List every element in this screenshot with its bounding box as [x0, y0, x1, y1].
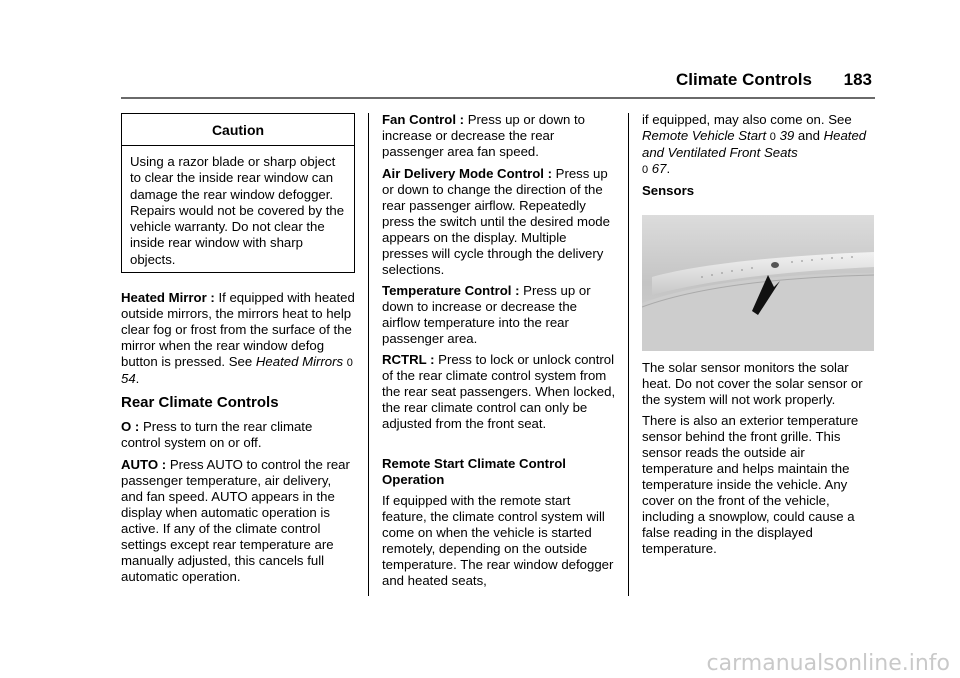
auto-text: Press AUTO to control the rear passenger temperature, air delivery, and fan speed. AUTO appears in the display when automatic operation is active. If any of the climate control settings except rear temperature are manually adjusted, this cancels full automatic operation.: [121, 457, 350, 584]
remote-vehicle-start-link[interactable]: Remote Vehicle Start: [642, 128, 767, 143]
temperature-text: Press up or down to increase or decrease the airflow temperature into the rear passenger area.: [382, 283, 591, 346]
power-label: :: [131, 419, 140, 434]
caution-text: Using a razor blade or sharp object to clear the inside rear window can damage the rear window defogger. Repairs would not be covered by the vehicle warranty. Do not clear the inside rear window with sharp objects.: [130, 154, 345, 267]
page-header: [0, 70, 960, 96]
watermark: carmanualsonline.info: [706, 651, 950, 676]
heated-seats-page[interactable]: 67: [651, 161, 667, 176]
heated-mirror-text: If equipped with heated outside mirrors, the mirrors heat to help clear fog or frost from the surface of the mirror when the rear window defog button is pressed. See: [121, 290, 355, 369]
remote-start-text-a: [382, 493, 616, 589]
power-icon: O: [121, 419, 132, 434]
solar-sensor-image: [642, 215, 874, 351]
sentence-end: .: [135, 371, 140, 386]
power-paragraph: [121, 419, 355, 451]
rctrl-text: Press to lock or unlock control of the rear climate control system from the rear seat passengers. When locked, the rear climate control can only be adjusted from the front seat.: [382, 352, 616, 431]
sensors-paragraph-1: The solar sensor monitors the solar heat. Do not cover the solar sensor or the system will not work properly.: [642, 360, 863, 407]
power-text: Press to turn the rear climate control system on or off.: [121, 419, 313, 450]
auto-label: AUTO :: [121, 457, 167, 472]
column-divider: [368, 113, 369, 596]
solar-sensor-illustration: [642, 215, 874, 351]
caution-box: [121, 113, 355, 273]
remote-start-col3: if equipped, may also come on. See: [642, 112, 852, 127]
air-delivery-label: Air Delivery Mode Control :: [382, 166, 552, 181]
sensors-paragraph-2: There is also an exterior temperature sensor behind the front grille. This sensor reads the outside air temperature and helps maintain the temperature inside the vehicle. Any cover on the front of the vehicle, including a snowplow, could cause a false reading in the displayed temperature.: [642, 413, 859, 556]
rctrl-label: RCTRL :: [382, 352, 435, 367]
and-text: and: [794, 128, 824, 143]
auto-paragraph: [121, 457, 355, 585]
air-delivery-paragraph: [382, 166, 616, 278]
solar-sensor-dot: [771, 262, 779, 268]
fan-text: Press up or down to increase or decrease the rear passenger area fan speed.: [382, 112, 585, 159]
heated-mirrors-link[interactable]: Heated Mirrors: [255, 354, 344, 369]
heated-mirror-paragraph: [121, 290, 355, 387]
remote-start-heading: Remote Start Climate Control Operation: [382, 456, 566, 487]
rctrl-paragraph: [382, 352, 616, 432]
remote-start-col2: If equipped with the remote start feature, the climate control system will come on when the vehicle is started remotely, depending on the outside temperature. The rear window defogger and heated seats,: [382, 493, 614, 588]
remote-start-continued: [642, 112, 876, 178]
section-title: Climate Controls: [675, 70, 812, 89]
heated-mirrors-page[interactable]: 54: [121, 371, 136, 386]
page-ref-icon: 0: [346, 357, 353, 369]
temperature-paragraph: [382, 283, 616, 347]
remote-vehicle-start-page[interactable]: 39: [779, 128, 795, 143]
fan-paragraph: [382, 112, 616, 160]
column-divider-2: [628, 113, 629, 596]
page-ref-icon: 0: [642, 164, 649, 176]
heated-mirror-label: Heated Mirror :: [121, 290, 215, 305]
temperature-label: Temperature Control :: [382, 283, 520, 298]
fan-label: Fan Control :: [382, 112, 465, 127]
page-number: 183: [843, 70, 872, 89]
rear-climate-heading: Rear Climate Controls: [121, 394, 279, 411]
header-rule: [121, 97, 875, 99]
page-ref-icon: 0: [769, 131, 776, 143]
heated-seats-link[interactable]: Heated and Ventilated Front Seats: [642, 128, 867, 160]
sensors-heading: Sensors: [642, 183, 695, 198]
sentence-end: .: [666, 161, 671, 176]
air-delivery-text: Press up or down to change the direction of the rear passenger airflow. Repeatedly press the switch until the desired mode appears on the display. Multiple presses will cycle through the delivery selections.: [382, 166, 610, 277]
caution-title: Caution: [122, 114, 354, 146]
